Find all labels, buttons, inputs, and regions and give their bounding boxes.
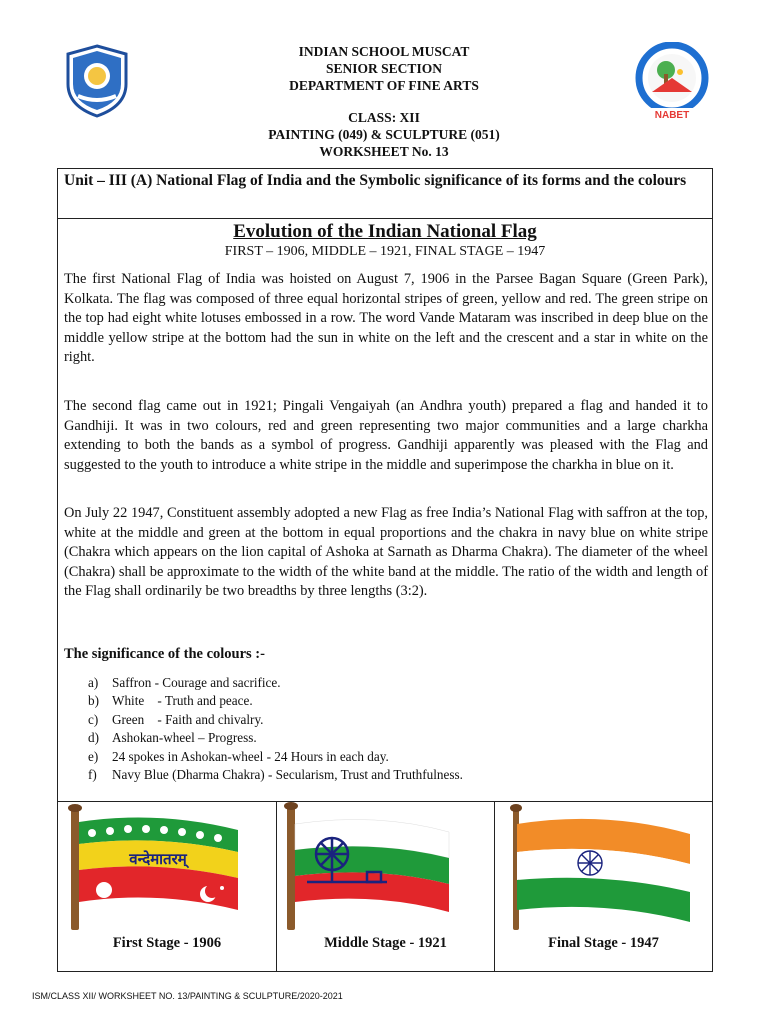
caption-first-stage: First Stage - 1906 [112, 935, 222, 951]
list-item: a) Saffron - Courage and sacrifice. [88, 675, 281, 690]
class-label: CLASS: XII [348, 110, 420, 125]
flag-cell-1921 [277, 802, 495, 972]
list-item: c) Green - Faith and chivalry. [88, 711, 264, 727]
middle-stage-flag-image [277, 802, 495, 932]
list-item: e) 24 spokes in Ashokan-wheel - 24 Hours in each day. [88, 748, 389, 764]
section-name: SENIOR SECTION [326, 61, 442, 76]
final-stage-flag-image [495, 802, 712, 932]
page-footer: ISM/CLASS XII/ WORKSHEET NO. 13/PAINTING & SCULPTURE/2020-2021 [32, 991, 343, 1001]
class-heading [200, 109, 568, 160]
school-name: INDIAN SCHOOL MUSCAT [298, 44, 470, 59]
list-item: b) White - Truth and peace. [88, 693, 253, 709]
paragraph-first-flag: The first National Flag of India was hoisted on August 7, 1906 in the Parsee Bagan Square (Green Park), Kolkata. The flag was composed of three equal horizontal stripes of green, yellow and red. The green stripe on the top had eight white lotuses embossed in a row. The word Vande Mataram was inscribed in deep blue on the middle yellow stripe at the bottom had the sun in white on the left and the crescent and a star in white on the right. [64, 271, 708, 366]
caption-final-stage: Final Stage - 1947 [548, 935, 659, 951]
list-item: f) Navy Blue (Dharma Chakra) - Secularism, Trust and Truthfulness. [88, 767, 463, 783]
vande-mataram-inscription: वन्देमातरम् [129, 850, 187, 868]
worksheet-header [0, 0, 768, 159]
flag-cell-1906 [58, 802, 277, 972]
unit-heading: Unit – III (A) National Flag of India and the Symbolic significance of its forms and the colours [58, 169, 712, 219]
department-name: DEPARTMENT OF FINE ARTS [289, 78, 479, 93]
significance-list [88, 674, 463, 784]
worksheet-content [57, 168, 713, 972]
page-title: Evolution of the Indian National Flag [233, 221, 537, 242]
school-heading [200, 43, 568, 94]
significance-heading: The significance of the colours :- [64, 646, 265, 662]
flags-row [58, 801, 712, 972]
nabet-text: NABET [654, 110, 690, 121]
list-item: d) Ashokan-wheel – Progress. [88, 730, 257, 746]
paragraph-second-flag: The second flag came out in 1921; Pingali Vengaiyah (an Andhra youth) prepared a flag and handed it to Gandhiji. It was in two colours, red and green representing two major communities and a large charkha extending to both the bands as a symbol of progress. Gandhiji apparently was pleased with the Flag and suggested to the youth to introduce a white stripe in the middle and superimpose the charkha in blue on it. [64, 398, 708, 473]
stages-subtitle: FIRST – 1906, MIDDLE – 1921, FINAL STAGE – 1947 [224, 244, 546, 259]
school-logo [64, 44, 130, 118]
flag-cell-1947 [495, 802, 712, 972]
paragraph-final-flag: On July 22 1947, Constituent assembly adopted a new Flag as free India’s National Flag with saffron at the top, white at the middle and green at the bottom in equal proportions and the chakra in navy blue on white stripe (Chakra which appears on the lion capital of Ashoka at Sarnath as Dharma Chakra). The diameter of the wheel (Chakra) shall be approximate to the width of the white band at the middle. The ratio of the width and length of the Flag shall ordinarily be two breadths by three lengths (3:2). [64, 505, 708, 600]
caption-middle-stage: Middle Stage - 1921 [324, 935, 447, 951]
first-stage-flag-image [58, 802, 277, 932]
subject-label: PAINTING (049) & SCULPTURE (051) [268, 127, 500, 142]
worksheet-label: WORKSHEET No. 13 [319, 144, 449, 159]
nabet-logo [630, 42, 714, 122]
